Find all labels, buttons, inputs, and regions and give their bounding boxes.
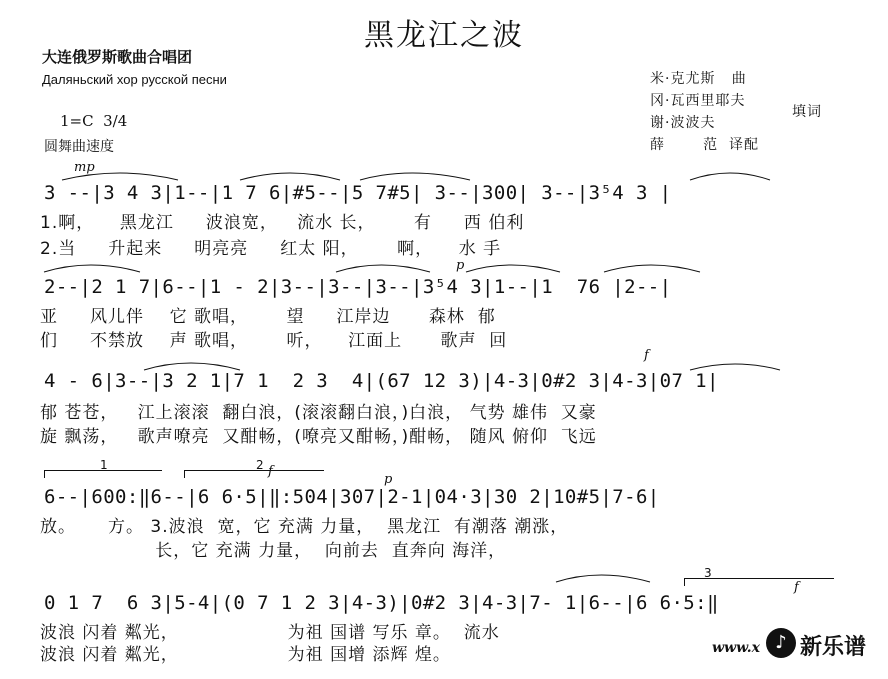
translator-credit: 薛 范 译配 xyxy=(650,137,760,153)
volta-bracket-2 xyxy=(184,470,324,471)
staff-2-lyrics-verse-2: 们 不禁放 声 歌唱， 听， 江面上 歌声 回 xyxy=(40,331,508,351)
choir-name-russian: Даляньский хор русской песни xyxy=(42,72,227,87)
watermark-brand: 新乐谱 xyxy=(800,635,867,660)
dynamic-mp: mp xyxy=(74,160,95,175)
staff-1-notes: 3 --|3 4 3|1--|1 7 6|#5--|5 7#5| 3--|300| 3--|3⁵4 3 | xyxy=(44,182,672,204)
staff-4-notes: 6--|600:‖6--|6 6·5|‖:504|307|2-1|04·3|30 2|10#5|7-6| xyxy=(44,486,660,508)
staff-5-notes: 0 1 7 6 3|5-4|(0 7 1 2 3|4-3)|0#2 3|4-3|7- 1|6--|6 6·5:‖ xyxy=(44,592,719,614)
volta-number-1: 1 xyxy=(100,458,108,472)
volta-number-2: 2 xyxy=(256,458,264,472)
volta-number-3: 3 xyxy=(704,566,712,580)
song-title: 黑龙江之波 xyxy=(364,18,524,53)
staff-5-lyrics-verse-2: 波浪 闪着 粼光， 为祖 国增 添辉 煌。 xyxy=(40,645,451,665)
staff-3-lyrics-verse-2: 旋 飘荡， 歌声嘹亮 又酣畅，(嘹亮又酣畅，)酣畅， 随风 俯仰 飞远 xyxy=(40,427,597,447)
watermark-logo xyxy=(760,622,888,666)
staff-5-lyrics-verse-1: 波浪 闪着 粼光， 为祖 国谱 写乐 章。 流水 xyxy=(40,623,500,643)
volta-bracket-3-tick xyxy=(684,578,685,586)
volta-bracket-1-tick xyxy=(44,470,45,478)
choir-name-chinese: 大连俄罗斯歌曲合唱团 xyxy=(42,48,193,66)
staff-1-lyrics-verse-2: 2.当 升起来 明亮亮 红太 阳， 啊， 水 手 xyxy=(40,239,502,259)
music-note-icon: ♪ xyxy=(766,628,796,658)
staff-4-lyrics-verse-2: 长，它 充满 力量， 向前去 直奔向 海洋， xyxy=(40,541,507,561)
key-time-signature: 1=C 3/4 xyxy=(60,112,128,130)
staff-1-lyrics-verse-1: 1.啊， 黑龙江 波浪宽， 流水 长， 有 西 伯利 xyxy=(40,213,525,233)
dynamic-f: f xyxy=(644,348,649,363)
lyricist-2: 谢·波波夫 xyxy=(650,115,716,131)
dynamic-f: f xyxy=(794,580,799,595)
volta-bracket-2-tick xyxy=(184,470,185,478)
watermark-url: www.x xyxy=(712,640,760,656)
staff-2-notes: 2--|2 1 7|6--|1 - 2|3--|3--|3--|3⁵4 3|1--|1 76 |2--| xyxy=(44,276,672,298)
staff-4-lyrics-verse-1: 放。 方。 3.波浪 宽，它 充满 力量， 黑龙江 有潮落 潮涨， xyxy=(40,517,569,537)
composer-credit: 米·克尤斯 曲 xyxy=(650,71,747,87)
staff-3-notes: 4 - 6|3--|3 2 1|7 1 2 3 4|(67 12 3)|4-3|0#2 3|4-3|07 1| xyxy=(44,370,719,392)
lyricist-role: 填词 xyxy=(792,104,822,120)
staff-2-lyrics-verse-1: 亚 风儿伴 它 歌唱， 望 江岸边 森林 郁 xyxy=(40,307,496,327)
staff-3-lyrics-verse-1: 郁 苍苍， 江上滚滚 翻白浪，(滚滚翻白浪，)白浪， 气势 雄伟 又豪 xyxy=(40,403,597,423)
tempo-marking: 圆舞曲速度 xyxy=(44,139,114,155)
dynamic-p: p xyxy=(384,472,393,487)
lyricist-1: 冈·瓦西里耶夫 xyxy=(650,93,746,109)
dynamic-f: f xyxy=(268,464,273,479)
dynamic-p: p xyxy=(456,258,465,273)
